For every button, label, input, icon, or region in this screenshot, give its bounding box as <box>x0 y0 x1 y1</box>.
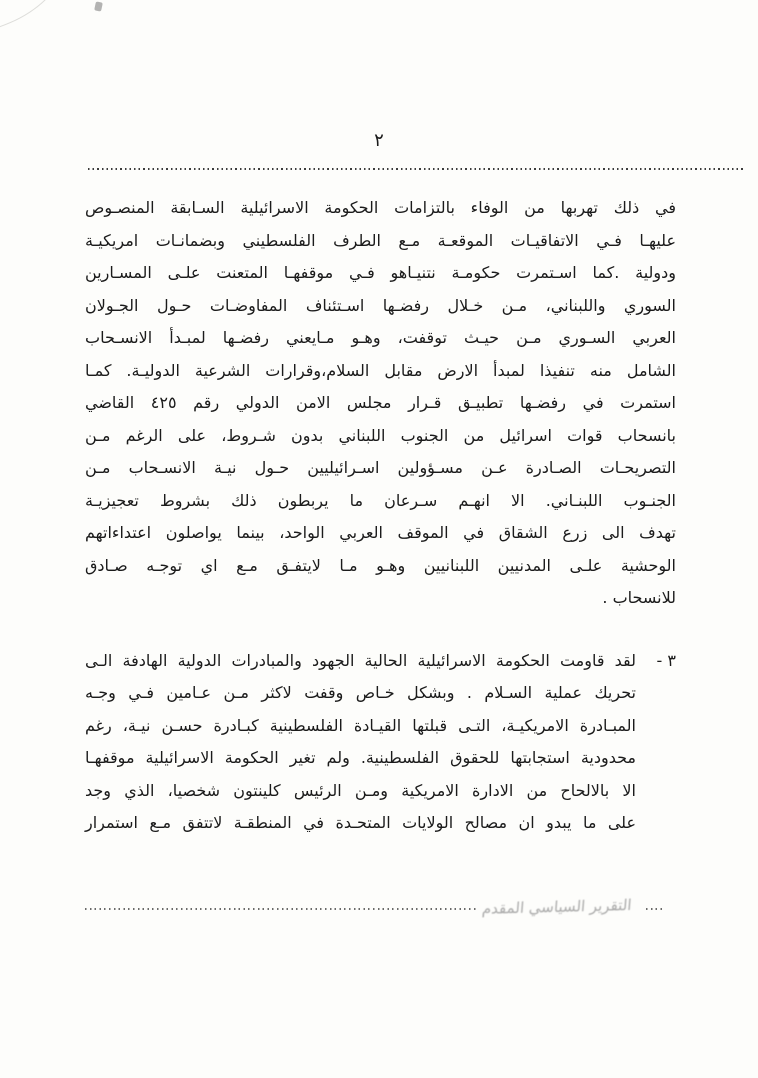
text-line: التصريحـات الصـادرة عـن مسـؤولين اسـرائيليين حـول نيـة الانسـحاب مـن <box>85 458 676 477</box>
text-line: الشامل منه تنفيذا لمبدأ الارض مقابل السلام،وقرارات الشرعية الدوليـة. كمـا <box>85 360 676 380</box>
bottom-dotted-rule <box>85 908 476 910</box>
handwriting-note: التقرير السياسي المقدم <box>481 896 633 918</box>
text-line: محدودية استجابتها للحقوق الفلسطينية. ولم تغير الحكومة الاسرائيلية موقفهـا <box>85 748 636 767</box>
text-line: الوحشية علـى المدنيين اللبنانيين وهـو مـا لايتفـق مـع اي توجـه صـادق <box>85 555 676 575</box>
text-line: بانسحاب قوات اسرائيل من الجنوب اللبناني بدون شـروط، على الرغم مـن <box>85 425 676 445</box>
text-line: السوري واللبناني، مـن خـلال رفضـها اسـتئناف المفاوضـات حـول الجـولان <box>85 295 676 315</box>
text-line: ودولية .كما اسـتمرت حكومـة نتنيـاهو فـي موقفهـا المتعنت علـى المسـارين <box>85 263 676 282</box>
page-number: ٢ <box>374 130 384 151</box>
bottom-dotted-rule-end <box>646 908 662 910</box>
text-line: على ما يبدو ان مصالح الولايات المتحـدة في المنطقـة لاتتفق مـع استمرار <box>85 813 636 832</box>
scan-speck <box>94 1 103 11</box>
text-line: تحريك عملية السـلام . وبشكل خـاص وقفت لاكثر مـن عـامين فـي وجـه <box>85 683 636 702</box>
text-line: المبـادرة الامريكيـة، التـى قبلتها القيـادة الفلسطينية كبـادرة حسـن نيـة، رغم <box>85 715 636 735</box>
scan-corner-artifact <box>0 0 67 37</box>
text-line: الجنـوب اللبنـاني. الا انهـم سـرعان ما يربطون ذلك بشروط تعجيزيـة <box>85 490 676 510</box>
item-3-text <box>85 645 636 840</box>
text-line: لقد قاومت الحكومة الاسرائيلية الحالية الجهود والمبادرات الدولية الهادفة الـى <box>85 650 636 670</box>
item-3 <box>85 645 676 840</box>
text-line: الا بالالحاح من الادارة الامريكية ومـن الرئيس كلينتون شخصيا، الذي وجد <box>85 780 636 800</box>
item-3-marker: ٣ - <box>656 650 676 670</box>
paragraph-1 <box>85 192 676 615</box>
footer <box>85 896 662 918</box>
body-text <box>85 192 676 840</box>
text-line: استمرت في رفضـها تطبيـق قـرار مجلس الامن الدولي رقم ٤٢٥ القاضي <box>85 393 676 412</box>
text-line: العربي السـوري مـن حيـث توقفت، وهـو مـايعني رفضـها لمبـدأ الانسـحاب <box>85 328 676 347</box>
text-line: في ذلك تهربها من الوفاء بالتزامات الحكومة الاسرائيلية السـابقة المنصـوص <box>85 198 676 217</box>
top-dotted-rule <box>88 168 744 170</box>
text-line: تهدف الى زرع الشقاق في الموقف العربي الواحد، بينما يواصلون اعتداءاتهم <box>85 523 676 542</box>
text-line: للانسحاب . <box>602 588 676 607</box>
text-line: عليهـا فـي الاتفاقيـات الموقعـة مـع الطرف الفلسطيني وبضمانـات امريكيـة <box>85 230 676 250</box>
